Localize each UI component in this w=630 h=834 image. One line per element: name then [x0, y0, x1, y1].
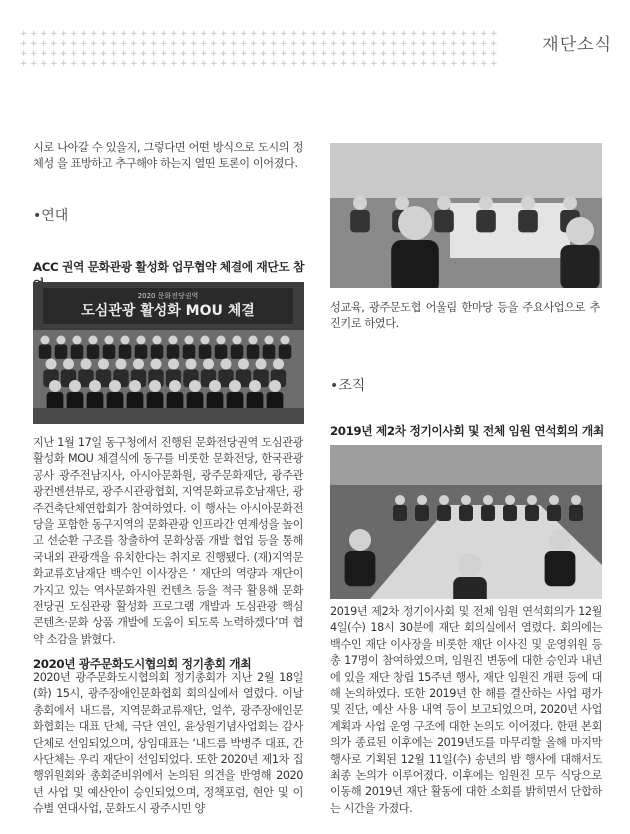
- svg-text:+: +: [260, 49, 268, 59]
- svg-text:+: +: [20, 49, 28, 59]
- svg-text:+: +: [450, 59, 458, 68]
- svg-text:+: +: [140, 59, 148, 68]
- svg-text:+: +: [350, 59, 358, 68]
- board-body: 2019년 제2차 정기이사회 및 전체 임원 연석회의가 12월 4일(수) 18시 30분에 재단 회의실에서 열렸다. 회의에는 백수인 재단 이사장을 비롯한 재단 이사진 및 운영위원 등 총 17명이 참여하였으며, 임원진 변동에 대한 승인과 내년에 있을 재단 창립 15주년 행사, 재단 임원진 개편 등에 대해 논의하였다. 또한 2019년 한 해를 결산하는 사업 평가 및 진단, 예산 사용 내역 등이 보고되었으며, 2020년 사업 계획과 사업 운영 구조에 대한 논의도 이어졌다. 한편 본회의가 종료된 이후에는 2019년도를 마무리할 올해 마지막 행사로 기획된 12월 11일(수) 송년의 밤 행사에 대해서도 최종 논의가 이루어졌다. 이후에는 임원진 모두 식당으로 이동해 2019년 재단 활동에 대한 소회를 밝히면서 단합하는 시간을 가졌다.: [330, 605, 602, 815]
- svg-text:+: +: [180, 29, 188, 39]
- svg-text:+: +: [320, 49, 328, 59]
- svg-text:+: +: [160, 29, 168, 39]
- svg-text:+: +: [60, 59, 68, 68]
- svg-text:+: +: [220, 49, 228, 59]
- svg-text:+: +: [370, 49, 378, 59]
- svg-text:+: +: [430, 59, 438, 68]
- svg-text:+: +: [150, 59, 158, 68]
- svg-text:+: +: [360, 39, 368, 49]
- svg-text:+: +: [30, 39, 38, 49]
- svg-text:+: +: [330, 39, 338, 49]
- svg-text:+: +: [350, 49, 358, 59]
- svg-text:+: +: [100, 59, 108, 68]
- svg-text:+: +: [210, 49, 218, 59]
- svg-text:+: +: [190, 59, 198, 68]
- svg-text:+: +: [420, 29, 428, 39]
- svg-text:+: +: [470, 49, 478, 59]
- svg-text:+: +: [210, 39, 218, 49]
- svg-text:+: +: [270, 59, 278, 68]
- svg-text:+: +: [300, 29, 308, 39]
- svg-text:+: +: [90, 49, 98, 59]
- svg-text:+: +: [130, 29, 138, 39]
- assoc-body: 2020년 광주문화도시협의회 정기총회가 지난 2월 18일(화) 15시, 광주장애인문화협회 회의실에서 열렸다. 이날 총회에서 내드름, 지역문화교류재단, 얼쑤, 광주장애인문화협회는 대표 단체, 극단 연인, 윤상원기념사업회는 감사단체로 선임되었으며, 상임대표는 ‘내드름 박병주 대표, 간사단체는 우리 재단이 선임되었다. 또한 2020년 제1차 집행위원회와 총회준비위에서 논의된 의견을 반영해 2020년 사업 및 예산안이 승인되었으며, 정책포럼, 현안 및 이슈별 연대사업, 문화도시 광주시민 양: [33, 671, 303, 816]
- svg-text:+: +: [470, 39, 478, 49]
- svg-text:+: +: [330, 59, 338, 68]
- svg-text:+: +: [490, 39, 498, 49]
- svg-text:+: +: [60, 39, 68, 49]
- svg-text:+: +: [120, 49, 128, 59]
- svg-text:+: +: [180, 49, 188, 59]
- svg-text:+: +: [350, 29, 358, 39]
- continued-paragraph: 성교육, 광주문도협 어울림 한마당 등을 주요사업으로 추진키로 하였다.: [330, 301, 600, 331]
- svg-text:+: +: [410, 59, 418, 68]
- svg-text:+: +: [310, 49, 318, 59]
- intro-paragraph: 시로 나아갈 수 있을지, 그렇다면 어떤 방식으로 도시의 정체성 을 표방하고 추구해야 하는지 열띤 토론이 이어졌다.: [33, 141, 303, 171]
- svg-text:+: +: [290, 29, 298, 39]
- decorative-plus-grid: [20, 28, 500, 68]
- svg-text:+: +: [480, 59, 488, 68]
- svg-text:+: +: [400, 49, 408, 59]
- svg-text:+: +: [230, 29, 238, 39]
- banner-main-text: 도심관광 활성화 MOU 체결: [81, 303, 255, 319]
- svg-text:+: +: [170, 39, 178, 49]
- svg-text:+: +: [50, 29, 58, 39]
- svg-text:+: +: [100, 29, 108, 39]
- svg-text:+: +: [170, 59, 178, 68]
- svg-text:+: +: [310, 59, 318, 68]
- svg-text:+: +: [240, 39, 248, 49]
- svg-text:+: +: [80, 59, 88, 68]
- svg-text:+: +: [260, 29, 268, 39]
- page-header: [0, 0, 630, 70]
- svg-text:+: +: [50, 39, 58, 49]
- selfie-group-photo: [330, 143, 602, 288]
- svg-text:+: +: [50, 59, 58, 68]
- svg-text:+: +: [420, 49, 428, 59]
- svg-text:+: +: [350, 39, 358, 49]
- svg-text:+: +: [110, 29, 118, 39]
- svg-text:+: +: [100, 39, 108, 49]
- svg-text:+: +: [430, 49, 438, 59]
- svg-text:+: +: [220, 29, 228, 39]
- svg-text:+: +: [190, 39, 198, 49]
- svg-text:+: +: [160, 39, 168, 49]
- svg-text:+: +: [360, 49, 368, 59]
- svg-text:+: +: [380, 49, 388, 59]
- board-heading: 2019년 제2차 정기이사회 및 전체 임원 연석회의 개최: [330, 424, 604, 438]
- svg-text:+: +: [120, 59, 128, 68]
- svg-text:+: +: [490, 49, 498, 59]
- svg-text:+: +: [440, 39, 448, 49]
- svg-text:+: +: [410, 49, 418, 59]
- svg-text:+: +: [120, 39, 128, 49]
- svg-text:+: +: [170, 49, 178, 59]
- svg-text:+: +: [60, 49, 68, 59]
- svg-text:+: +: [100, 49, 108, 59]
- svg-text:+: +: [320, 59, 328, 68]
- svg-text:+: +: [360, 29, 368, 39]
- svg-text:+: +: [250, 49, 258, 59]
- svg-text:+: +: [480, 29, 488, 39]
- svg-text:+: +: [140, 39, 148, 49]
- svg-text:+: +: [270, 29, 278, 39]
- svg-text:+: +: [110, 39, 118, 49]
- svg-text:+: +: [80, 49, 88, 59]
- svg-text:+: +: [40, 29, 48, 39]
- svg-text:+: +: [250, 29, 258, 39]
- svg-text:+: +: [160, 49, 168, 59]
- svg-text:+: +: [300, 49, 308, 59]
- svg-text:+: +: [430, 39, 438, 49]
- svg-text:+: +: [230, 59, 238, 68]
- svg-text:+: +: [130, 49, 138, 59]
- svg-text:+: +: [130, 59, 138, 68]
- svg-text:+: +: [370, 59, 378, 68]
- svg-text:+: +: [460, 29, 468, 39]
- svg-text:+: +: [400, 59, 408, 68]
- svg-text:+: +: [360, 59, 368, 68]
- svg-text:+: +: [80, 29, 88, 39]
- svg-text:+: +: [480, 39, 488, 49]
- svg-text:+: +: [410, 39, 418, 49]
- svg-text:+: +: [300, 59, 308, 68]
- svg-text:+: +: [450, 39, 458, 49]
- section-label-jojik: •조직: [330, 378, 366, 394]
- svg-text:+: +: [390, 39, 398, 49]
- svg-text:+: +: [50, 49, 58, 59]
- assoc-heading: 2020년 광주문화도시협의회 정기총회 개최: [33, 657, 252, 671]
- svg-text:+: +: [40, 59, 48, 68]
- svg-text:+: +: [480, 49, 488, 59]
- svg-text:+: +: [20, 59, 28, 68]
- svg-text:+: +: [400, 39, 408, 49]
- svg-text:+: +: [210, 59, 218, 68]
- svg-text:+: +: [90, 59, 98, 68]
- banner-small-text: 2020 문화전당권역: [137, 292, 199, 300]
- svg-text:+: +: [470, 59, 478, 68]
- svg-text:+: +: [330, 49, 338, 59]
- svg-text:+: +: [210, 29, 218, 39]
- svg-text:+: +: [150, 29, 158, 39]
- svg-text:+: +: [440, 59, 448, 68]
- mou-photo-illustration: [33, 282, 304, 424]
- svg-text:+: +: [380, 29, 388, 39]
- svg-text:+: +: [440, 29, 448, 39]
- meeting-photo-illustration: [330, 445, 602, 599]
- svg-text:+: +: [190, 29, 198, 39]
- svg-text:+: +: [30, 49, 38, 59]
- svg-text:+: +: [320, 39, 328, 49]
- svg-text:+: +: [280, 59, 288, 68]
- svg-text:+: +: [90, 39, 98, 49]
- svg-text:+: +: [70, 59, 78, 68]
- svg-text:+: +: [420, 59, 428, 68]
- svg-text:+: +: [150, 39, 158, 49]
- selfie-photo-illustration: [330, 143, 602, 288]
- svg-text:+: +: [240, 49, 248, 59]
- svg-text:+: +: [430, 29, 438, 39]
- svg-text:+: +: [460, 49, 468, 59]
- svg-text:+: +: [380, 59, 388, 68]
- svg-text:+: +: [290, 49, 298, 59]
- svg-text:+: +: [310, 29, 318, 39]
- svg-text:+: +: [400, 29, 408, 39]
- section-label-yeondae: •연대: [33, 208, 69, 224]
- svg-text:+: +: [40, 39, 48, 49]
- svg-text:+: +: [240, 59, 248, 68]
- svg-text:+: +: [450, 49, 458, 59]
- svg-text:+: +: [340, 29, 348, 39]
- svg-text:+: +: [280, 39, 288, 49]
- svg-text:+: +: [490, 59, 498, 68]
- svg-text:+: +: [390, 49, 398, 59]
- svg-text:+: +: [20, 39, 28, 49]
- svg-text:+: +: [370, 29, 378, 39]
- svg-text:+: +: [380, 39, 388, 49]
- svg-text:+: +: [280, 29, 288, 39]
- svg-text:+: +: [70, 29, 78, 39]
- svg-text:+: +: [250, 39, 258, 49]
- svg-text:+: +: [150, 49, 158, 59]
- svg-text:+: +: [70, 39, 78, 49]
- svg-text:+: +: [110, 49, 118, 59]
- svg-text:+: +: [200, 29, 208, 39]
- svg-text:+: +: [40, 49, 48, 59]
- svg-text:+: +: [190, 49, 198, 59]
- svg-text:+: +: [390, 59, 398, 68]
- svg-text:+: +: [290, 39, 298, 49]
- svg-text:+: +: [470, 29, 478, 39]
- svg-text:+: +: [200, 59, 208, 68]
- svg-text:+: +: [460, 59, 468, 68]
- mou-body: 지난 1월 17일 동구청에서 진행된 문화전당권역 도심관광 활성화 MOU 체결식에 동구를 비롯한 문화전당, 한국관광공사 광주전남지사, 아시아문화원, 광주문화재단, 광주관광컨벤션뷰로, 광주시관광협회, 지역문화교류호남재단, 광주건축단체연합회가 참여하였다. 이 행사는 아시아문화전당을 포함한 동구지역의 문화관광 인프라간 연계성을 높이고 선순환 구조를 창출하여 문화상품 개발 협업 등을 통해 국내외 관광객을 유치한다는 취지로 진행됐다. (재)지역문화교류호남재단 백수인 이사장은 ‘ 재단의 역량과 재단이 가지고 있는 역사문화자원 컨텐츠 등을 적극 활용해 문화전당권 도심관광 활성화 프로그램 개발과 도심관광 핵심 콘텐츠·문화 상품 개발에 도움이 되도록 노력하겠다’며 협약 소감을 밝혔다.: [33, 436, 303, 646]
- svg-text:+: +: [180, 59, 188, 68]
- svg-text:+: +: [450, 29, 458, 39]
- svg-text:+: +: [270, 39, 278, 49]
- svg-text:+: +: [250, 59, 258, 68]
- svg-text:+: +: [300, 39, 308, 49]
- svg-text:+: +: [60, 29, 68, 39]
- svg-text:+: +: [310, 39, 318, 49]
- svg-text:+: +: [20, 29, 28, 39]
- svg-text:+: +: [30, 59, 38, 68]
- svg-text:+: +: [280, 49, 288, 59]
- svg-text:+: +: [70, 49, 78, 59]
- svg-text:+: +: [340, 49, 348, 59]
- svg-text:+: +: [220, 59, 228, 68]
- svg-text:+: +: [410, 29, 418, 39]
- svg-text:+: +: [330, 29, 338, 39]
- section-title: 재단소식: [542, 35, 612, 55]
- svg-text:+: +: [340, 39, 348, 49]
- svg-text:+: +: [260, 39, 268, 49]
- svg-text:+: +: [340, 59, 348, 68]
- board-meeting-photo: [330, 445, 602, 599]
- svg-text:+: +: [390, 29, 398, 39]
- svg-text:+: +: [80, 39, 88, 49]
- svg-text:+: +: [240, 29, 248, 39]
- svg-text:+: +: [230, 49, 238, 59]
- svg-text:+: +: [140, 29, 148, 39]
- svg-text:+: +: [30, 29, 38, 39]
- svg-text:+: +: [230, 39, 238, 49]
- svg-text:+: +: [420, 39, 428, 49]
- svg-text:+: +: [440, 49, 448, 59]
- svg-text:+: +: [370, 39, 378, 49]
- mou-ceremony-photo: [33, 282, 304, 424]
- svg-text:+: +: [120, 29, 128, 39]
- svg-text:+: +: [130, 39, 138, 49]
- svg-text:+: +: [180, 39, 188, 49]
- svg-text:+: +: [90, 29, 98, 39]
- svg-text:+: +: [140, 49, 148, 59]
- svg-text:+: +: [260, 59, 268, 68]
- svg-text:+: +: [220, 39, 228, 49]
- mou-heading: ACC 권역 문화관광 활성화 업무협약 체결에 재단도 참: [33, 260, 305, 274]
- svg-text:+: +: [160, 59, 168, 68]
- svg-text:+: +: [270, 49, 278, 59]
- svg-text:+: +: [490, 29, 498, 39]
- svg-text:+: +: [460, 39, 468, 49]
- svg-text:+: +: [110, 59, 118, 68]
- svg-text:+: +: [200, 39, 208, 49]
- svg-text:+: +: [170, 29, 178, 39]
- svg-text:+: +: [320, 29, 328, 39]
- svg-text:+: +: [290, 59, 298, 68]
- svg-text:+: +: [200, 49, 208, 59]
